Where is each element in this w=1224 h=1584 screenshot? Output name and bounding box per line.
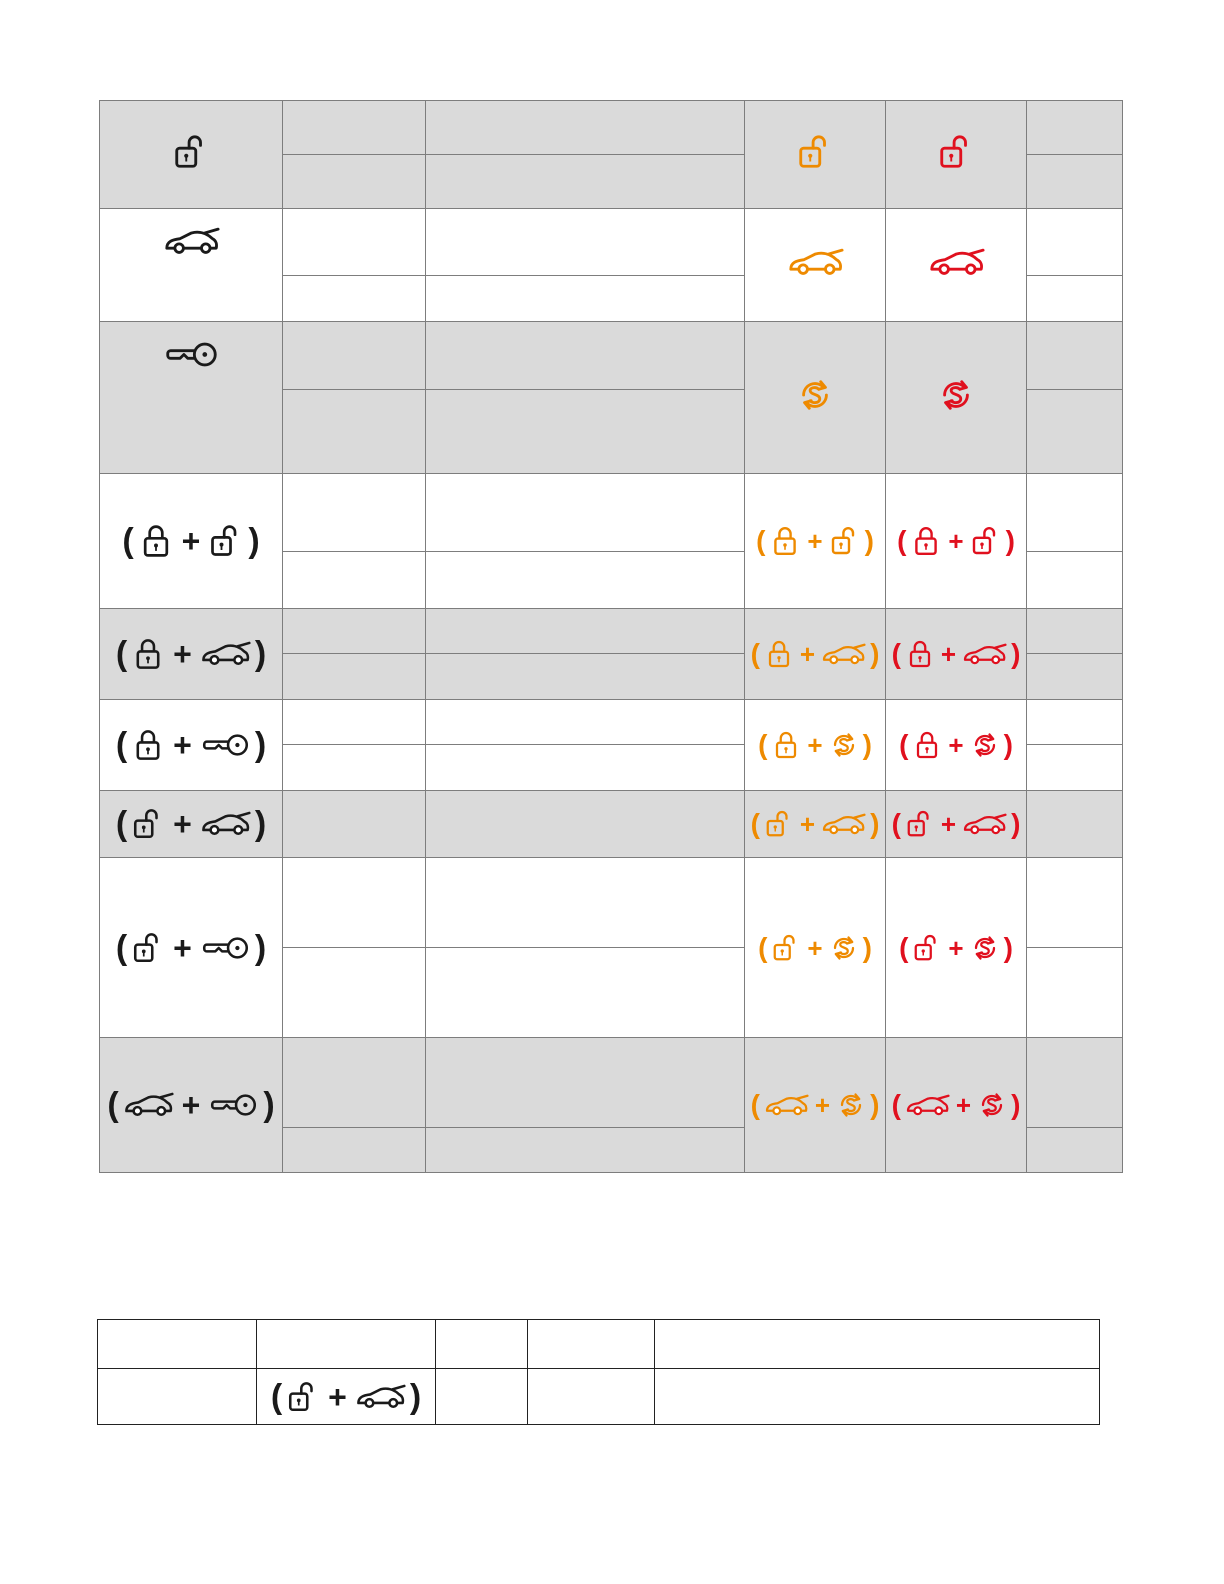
function-icon-cell xyxy=(100,1038,283,1173)
open-paren: ( xyxy=(115,805,128,843)
close-paren: ) xyxy=(1011,638,1021,669)
note-cell xyxy=(1027,390,1123,474)
start-stop-icon xyxy=(829,730,859,760)
open-padlock-icon xyxy=(208,523,244,559)
function-icon-cell xyxy=(100,209,283,322)
red-indicator-cell xyxy=(886,791,1027,858)
close-paren: ) xyxy=(870,1089,880,1120)
open-paren: ( xyxy=(758,729,768,760)
note-cell xyxy=(1027,1128,1123,1173)
closed-padlock-icon xyxy=(910,525,942,557)
note-cell xyxy=(1027,1038,1123,1128)
condition-cell xyxy=(283,858,426,948)
plus-sign: + xyxy=(814,1090,831,1120)
function-icon-cell xyxy=(100,700,283,791)
legend-header-cell-4 xyxy=(528,1320,655,1369)
note-cell xyxy=(1027,858,1123,948)
car-icon xyxy=(905,1094,950,1117)
key-icon xyxy=(208,1092,259,1118)
amber-indicator-cell xyxy=(745,858,886,1038)
close-paren: ) xyxy=(1003,729,1013,760)
combined-indicator xyxy=(892,809,1021,839)
table-row xyxy=(100,1038,1123,1128)
start-stop-icon xyxy=(970,933,1000,963)
combined-indicator xyxy=(751,1090,880,1120)
function-icon-cell xyxy=(100,322,283,474)
condition-cell xyxy=(283,609,426,654)
plus-sign: + xyxy=(955,1090,972,1120)
start-stop-icon xyxy=(937,376,975,414)
combined-indicator xyxy=(122,523,259,559)
note-cell xyxy=(1027,474,1123,552)
open-padlock-icon xyxy=(905,809,935,839)
closed-padlock-icon xyxy=(131,637,165,671)
red-indicator-cell xyxy=(886,209,1027,322)
note-cell xyxy=(1027,322,1123,390)
closed-padlock-icon xyxy=(912,730,942,760)
close-paren: ) xyxy=(1011,808,1021,839)
open-paren: ( xyxy=(758,931,768,963)
description-cell xyxy=(426,390,745,474)
car-icon xyxy=(355,1384,406,1410)
combined-indicator xyxy=(899,933,1013,963)
open-paren: ( xyxy=(750,638,760,669)
condition-cell xyxy=(283,155,426,209)
combined-indicator xyxy=(116,728,266,762)
start-stop-icon xyxy=(977,1090,1007,1120)
open-padlock-icon xyxy=(131,807,165,841)
car-icon xyxy=(200,811,251,837)
description-cell xyxy=(426,209,745,276)
close-paren: ) xyxy=(1011,1089,1021,1120)
close-paren: ) xyxy=(870,808,880,839)
note-cell xyxy=(1027,609,1123,654)
open-padlock-icon xyxy=(796,133,834,171)
open-padlock-icon xyxy=(970,525,1002,557)
note-cell xyxy=(1027,101,1123,155)
amber-indicator-cell xyxy=(745,700,886,791)
close-paren: ) xyxy=(862,931,872,963)
open-paren: ( xyxy=(107,1086,119,1124)
function-table xyxy=(99,100,1123,1173)
description-cell xyxy=(426,276,745,322)
condition-cell xyxy=(283,1128,426,1173)
plus-sign: + xyxy=(940,809,957,839)
open-padlock-icon xyxy=(131,931,165,965)
car-icon xyxy=(821,813,866,836)
description-cell xyxy=(426,552,745,609)
plus-sign: + xyxy=(328,1378,347,1415)
condition-cell xyxy=(283,390,426,474)
condition-cell xyxy=(283,474,426,552)
table-row xyxy=(100,101,1123,155)
note-cell xyxy=(1027,209,1123,276)
condition-cell xyxy=(283,791,426,858)
amber-indicator-cell xyxy=(745,609,886,700)
indicator-symbol xyxy=(796,133,834,171)
open-paren: ( xyxy=(756,525,766,556)
start-stop-icon xyxy=(829,933,859,963)
combined-indicator xyxy=(756,525,874,557)
combined-indicator xyxy=(897,525,1015,557)
key-icon xyxy=(200,935,251,961)
description-cell xyxy=(426,1128,745,1173)
open-paren: ( xyxy=(891,638,901,669)
close-paren: ) xyxy=(870,638,880,669)
amber-indicator-cell xyxy=(745,209,886,322)
legend-icon-cell xyxy=(257,1369,436,1425)
indicator-symbol xyxy=(787,248,844,277)
description-cell xyxy=(426,609,745,654)
open-paren: ( xyxy=(891,808,901,839)
key-icon xyxy=(163,340,220,369)
close-paren: ) xyxy=(1003,931,1013,963)
open-padlock-icon xyxy=(286,1380,320,1414)
combined-indicator xyxy=(758,933,872,963)
indicator-symbol xyxy=(796,376,834,414)
amber-indicator-cell xyxy=(745,791,886,858)
description-cell xyxy=(426,101,745,155)
close-paren: ) xyxy=(862,729,872,760)
open-paren: ( xyxy=(899,729,909,760)
closed-padlock-icon xyxy=(131,728,165,762)
note-cell xyxy=(1027,552,1123,609)
car-icon xyxy=(200,641,251,667)
table-row xyxy=(100,791,1123,858)
plus-sign: + xyxy=(181,523,201,559)
car-icon xyxy=(123,1092,174,1118)
open-paren: ( xyxy=(115,928,128,967)
condition-cell xyxy=(283,654,426,700)
open-padlock-icon xyxy=(937,133,975,171)
indicator-symbol xyxy=(928,248,985,277)
note-cell xyxy=(1027,791,1123,858)
closed-padlock-icon xyxy=(764,639,794,669)
amber-indicator-cell xyxy=(745,322,886,474)
plus-sign: + xyxy=(181,1087,201,1123)
description-cell xyxy=(426,745,745,791)
combined-indicator xyxy=(751,639,880,669)
combined-indicator xyxy=(116,637,266,671)
open-paren: ( xyxy=(122,522,134,560)
open-paren: ( xyxy=(750,1089,760,1120)
table-row xyxy=(100,209,1123,276)
condition-cell xyxy=(283,276,426,322)
close-paren: ) xyxy=(263,1086,275,1124)
open-paren: ( xyxy=(115,635,128,673)
plus-sign: + xyxy=(807,932,823,963)
description-cell xyxy=(426,474,745,552)
red-indicator-cell xyxy=(886,858,1027,1038)
note-cell xyxy=(1027,276,1123,322)
open-padlock-icon xyxy=(912,933,942,963)
plus-sign: + xyxy=(173,929,192,966)
open-padlock-icon xyxy=(829,525,861,557)
note-cell xyxy=(1027,700,1123,745)
plus-sign: + xyxy=(173,636,192,672)
note-cell xyxy=(1027,654,1123,700)
table-row xyxy=(100,609,1123,654)
car-icon xyxy=(928,248,985,277)
function-icon-cell xyxy=(100,474,283,609)
legend-header-cell-2 xyxy=(257,1320,436,1369)
condition-cell xyxy=(283,209,426,276)
closed-padlock-icon xyxy=(769,525,801,557)
description-cell xyxy=(426,858,745,948)
plus-sign: + xyxy=(948,932,964,963)
description-cell xyxy=(426,700,745,745)
function-icon-cell xyxy=(100,858,283,1038)
table-row xyxy=(100,700,1123,745)
close-paren: ) xyxy=(248,522,260,560)
indicator-symbol xyxy=(163,227,220,256)
amber-indicator-cell xyxy=(745,101,886,209)
combined-indicator xyxy=(115,928,267,967)
combined-indicator xyxy=(270,1377,422,1416)
table-row xyxy=(100,858,1123,948)
description-cell xyxy=(426,1038,745,1128)
plus-sign: + xyxy=(173,727,192,763)
condition-cell xyxy=(283,700,426,745)
open-padlock-icon xyxy=(771,933,801,963)
car-icon xyxy=(821,643,866,666)
open-paren: ( xyxy=(899,931,909,963)
combined-indicator xyxy=(899,730,1013,760)
legend-header-cell-3 xyxy=(436,1320,528,1369)
plus-sign: + xyxy=(807,730,823,760)
note-cell xyxy=(1027,155,1123,209)
red-indicator-cell xyxy=(886,609,1027,700)
description-cell xyxy=(426,654,745,700)
description-cell xyxy=(426,155,745,209)
function-icon-cell xyxy=(100,101,283,209)
close-paren: ) xyxy=(254,805,267,843)
car-icon xyxy=(962,643,1007,666)
combined-indicator xyxy=(107,1088,274,1122)
car-icon xyxy=(163,227,220,256)
start-stop-icon xyxy=(970,730,1000,760)
amber-indicator-cell xyxy=(745,474,886,609)
description-cell xyxy=(426,791,745,858)
combined-indicator xyxy=(751,809,880,839)
combined-indicator xyxy=(892,1090,1021,1120)
start-stop-icon xyxy=(836,1090,866,1120)
closed-padlock-icon xyxy=(138,523,174,559)
open-paren: ( xyxy=(750,808,760,839)
red-indicator-cell xyxy=(886,322,1027,474)
car-icon xyxy=(962,813,1007,836)
indicator-symbol xyxy=(937,376,975,414)
function-icon-cell xyxy=(100,791,283,858)
open-paren: ( xyxy=(270,1377,283,1416)
combined-indicator xyxy=(892,639,1021,669)
close-paren: ) xyxy=(1005,525,1015,556)
condition-cell xyxy=(283,948,426,1038)
red-indicator-cell xyxy=(886,700,1027,791)
amber-indicator-cell xyxy=(745,1038,886,1173)
open-paren: ( xyxy=(891,1089,901,1120)
open-paren: ( xyxy=(115,726,128,764)
red-indicator-cell xyxy=(886,101,1027,209)
start-stop-icon xyxy=(796,376,834,414)
combined-indicator xyxy=(758,730,872,760)
note-cell xyxy=(1027,745,1123,791)
red-indicator-cell xyxy=(886,1038,1027,1173)
description-cell xyxy=(426,948,745,1038)
car-icon xyxy=(764,1094,809,1117)
description-cell xyxy=(426,322,745,390)
open-padlock-icon xyxy=(172,133,210,171)
close-paren: ) xyxy=(254,635,267,673)
condition-cell xyxy=(283,745,426,791)
plus-sign: + xyxy=(948,730,964,760)
close-paren: ) xyxy=(254,726,267,764)
closed-padlock-icon xyxy=(771,730,801,760)
condition-cell xyxy=(283,552,426,609)
indicator-symbol xyxy=(937,133,975,171)
table-row xyxy=(100,322,1123,390)
legend-table xyxy=(97,1319,1100,1425)
red-indicator-cell xyxy=(886,474,1027,609)
legend-header-cell-1 xyxy=(98,1320,257,1369)
legend-cell-3 xyxy=(436,1369,528,1425)
legend-cell-4 xyxy=(528,1369,655,1425)
indicator-symbol xyxy=(172,133,210,171)
plus-sign: + xyxy=(948,526,964,556)
legend-cell-5 xyxy=(655,1369,1100,1425)
plus-sign: + xyxy=(173,806,192,842)
condition-cell xyxy=(283,101,426,155)
legend-header-cell-5 xyxy=(655,1320,1100,1369)
car-icon xyxy=(787,248,844,277)
legend-cell-1 xyxy=(98,1369,257,1425)
combined-indicator xyxy=(116,807,266,841)
plus-sign: + xyxy=(799,809,816,839)
key-icon xyxy=(200,732,251,758)
plus-sign: + xyxy=(807,526,823,556)
condition-cell xyxy=(283,1038,426,1128)
close-paren: ) xyxy=(864,525,874,556)
function-icon-cell xyxy=(100,609,283,700)
open-padlock-icon xyxy=(764,809,794,839)
close-paren: ) xyxy=(254,928,267,967)
note-cell xyxy=(1027,948,1123,1038)
table-row xyxy=(100,474,1123,552)
condition-cell xyxy=(283,322,426,390)
closed-padlock-icon xyxy=(905,639,935,669)
plus-sign: + xyxy=(940,639,957,669)
plus-sign: + xyxy=(799,639,816,669)
open-paren: ( xyxy=(897,525,907,556)
close-paren: ) xyxy=(409,1377,422,1416)
indicator-symbol xyxy=(163,340,220,369)
